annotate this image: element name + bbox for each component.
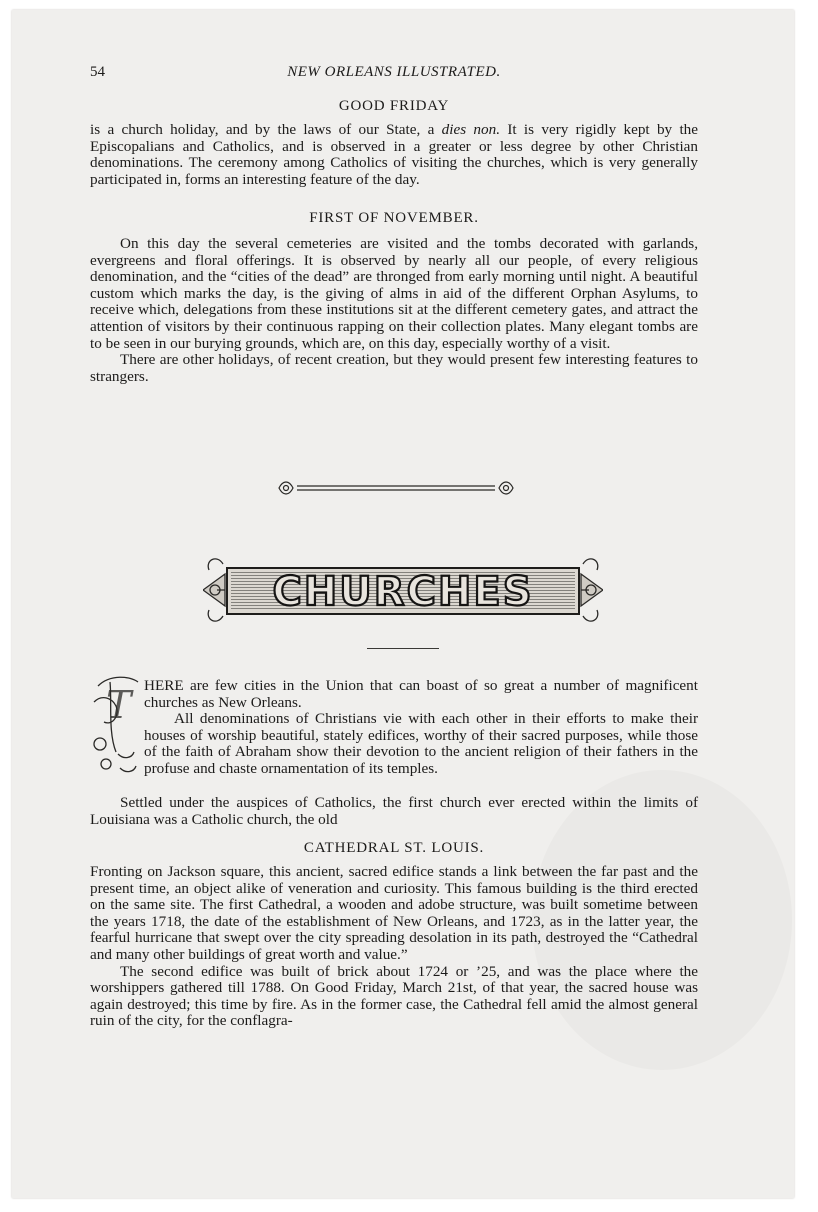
ornamental-drop-cap-t xyxy=(90,672,142,780)
churches-banner-title: CHURCHES xyxy=(272,569,534,615)
churches-intro xyxy=(144,678,698,778)
churches-paragraph-3: Settled under the auspices of Catholics, the first church ever erected within the limits of Louisiana was a Catholic church, the old xyxy=(90,794,698,828)
churches-paragraph-1: HERE are few cities in the Union that can boast of so great a number of magnificent churches as New Orleans. xyxy=(144,677,698,711)
running-title: NEW ORLEANS ILLUSTRATED. xyxy=(287,64,501,80)
italic-term: dies non. xyxy=(441,121,501,138)
first-of-november-paragraph-2: There are other holidays, of recent creation, but they would present few interesting features to strangers. xyxy=(90,351,698,385)
good-friday-paragraph xyxy=(90,122,698,188)
section-title-cathedral: CATHEDRAL ST. LOUIS. xyxy=(303,840,485,856)
cathedral-body xyxy=(90,864,698,1030)
section-title-good-friday: GOOD FRIDAY xyxy=(338,98,450,114)
divider xyxy=(367,648,439,649)
page-number: 54 xyxy=(90,64,105,80)
banner-right-flourish xyxy=(581,559,603,621)
banner-left-flourish xyxy=(203,559,225,621)
drop-cap-letter: T xyxy=(106,683,132,727)
section-title-first-of-november: FIRST OF NOVEMBER. xyxy=(309,210,479,226)
cathedral-paragraph-2: The second edifice was built of brick about 1724 or ’25, and was the place where the worshippers gathered till 1788. On Good Friday, March 21st, of that year, the sacred house was again destroyed; this time by fire. As in the former case, the Cathedral fell amid the almost general ruin of the city, for the conflagra- xyxy=(90,962,698,1030)
first-of-november-paragraph-1: On this day the several cemeteries are visited and the tombs decorated with garlands, evergreens and floral offerings. It is observed by nearly all our people, of every religious denomination, and the “cities of the dead” are thronged from early morning until night. A beautiful custom which marks the day, is the giving of alms in aid of the different Orphan Asylums, to receive which, delegations from these institutions sit at the different cemetery gates, and attract the attention of visitors by their continuous rapping on their collection plates. Many elegant tombs are to be seen in our burying grounds, which are, on this day, especially worthy of a visit. xyxy=(90,235,698,352)
churches-paragraph-2: All denominations of Christians vie with each other in their efforts to make their houses of worship beautiful, stately edifices, worthy of their sacred purposes, while those of the faith of Abraham show their devotion to the ancient religion of their fathers in the profuse and chaste ornamentation of its temples. xyxy=(144,710,698,777)
churches-banner xyxy=(203,550,603,630)
good-friday-text-start: is a church holiday, and by the laws of our State, a xyxy=(90,121,442,138)
good-friday-text-end: It is very rigidly kept by the Episcopalians and Catholics, and is observed in a greater or less degree by other Christian denominations. The ceremony among Catholics of visiting the churches, which is very generally participated in, forms an interesting feature of the day. xyxy=(90,121,699,188)
cathedral-paragraph-1: Fronting on Jackson square, this ancient, sacred edifice stands a link between the far past and the present time, an object alike of veneration and curiosity. This famous building is the third erected on the same site. The first Cathedral, a wooden and adobe structure, was built sometime between the years 1718, the date of the establishment of New Orleans, and 1723, as in the latter year, the fearful hurricane that swept over the city spreading desolation in its path, destroyed the “Cathedral and many other buildings of great worth and value.” xyxy=(90,863,698,963)
page-header xyxy=(90,64,698,84)
first-of-november-body xyxy=(90,236,698,385)
ornamental-rule xyxy=(275,476,517,500)
